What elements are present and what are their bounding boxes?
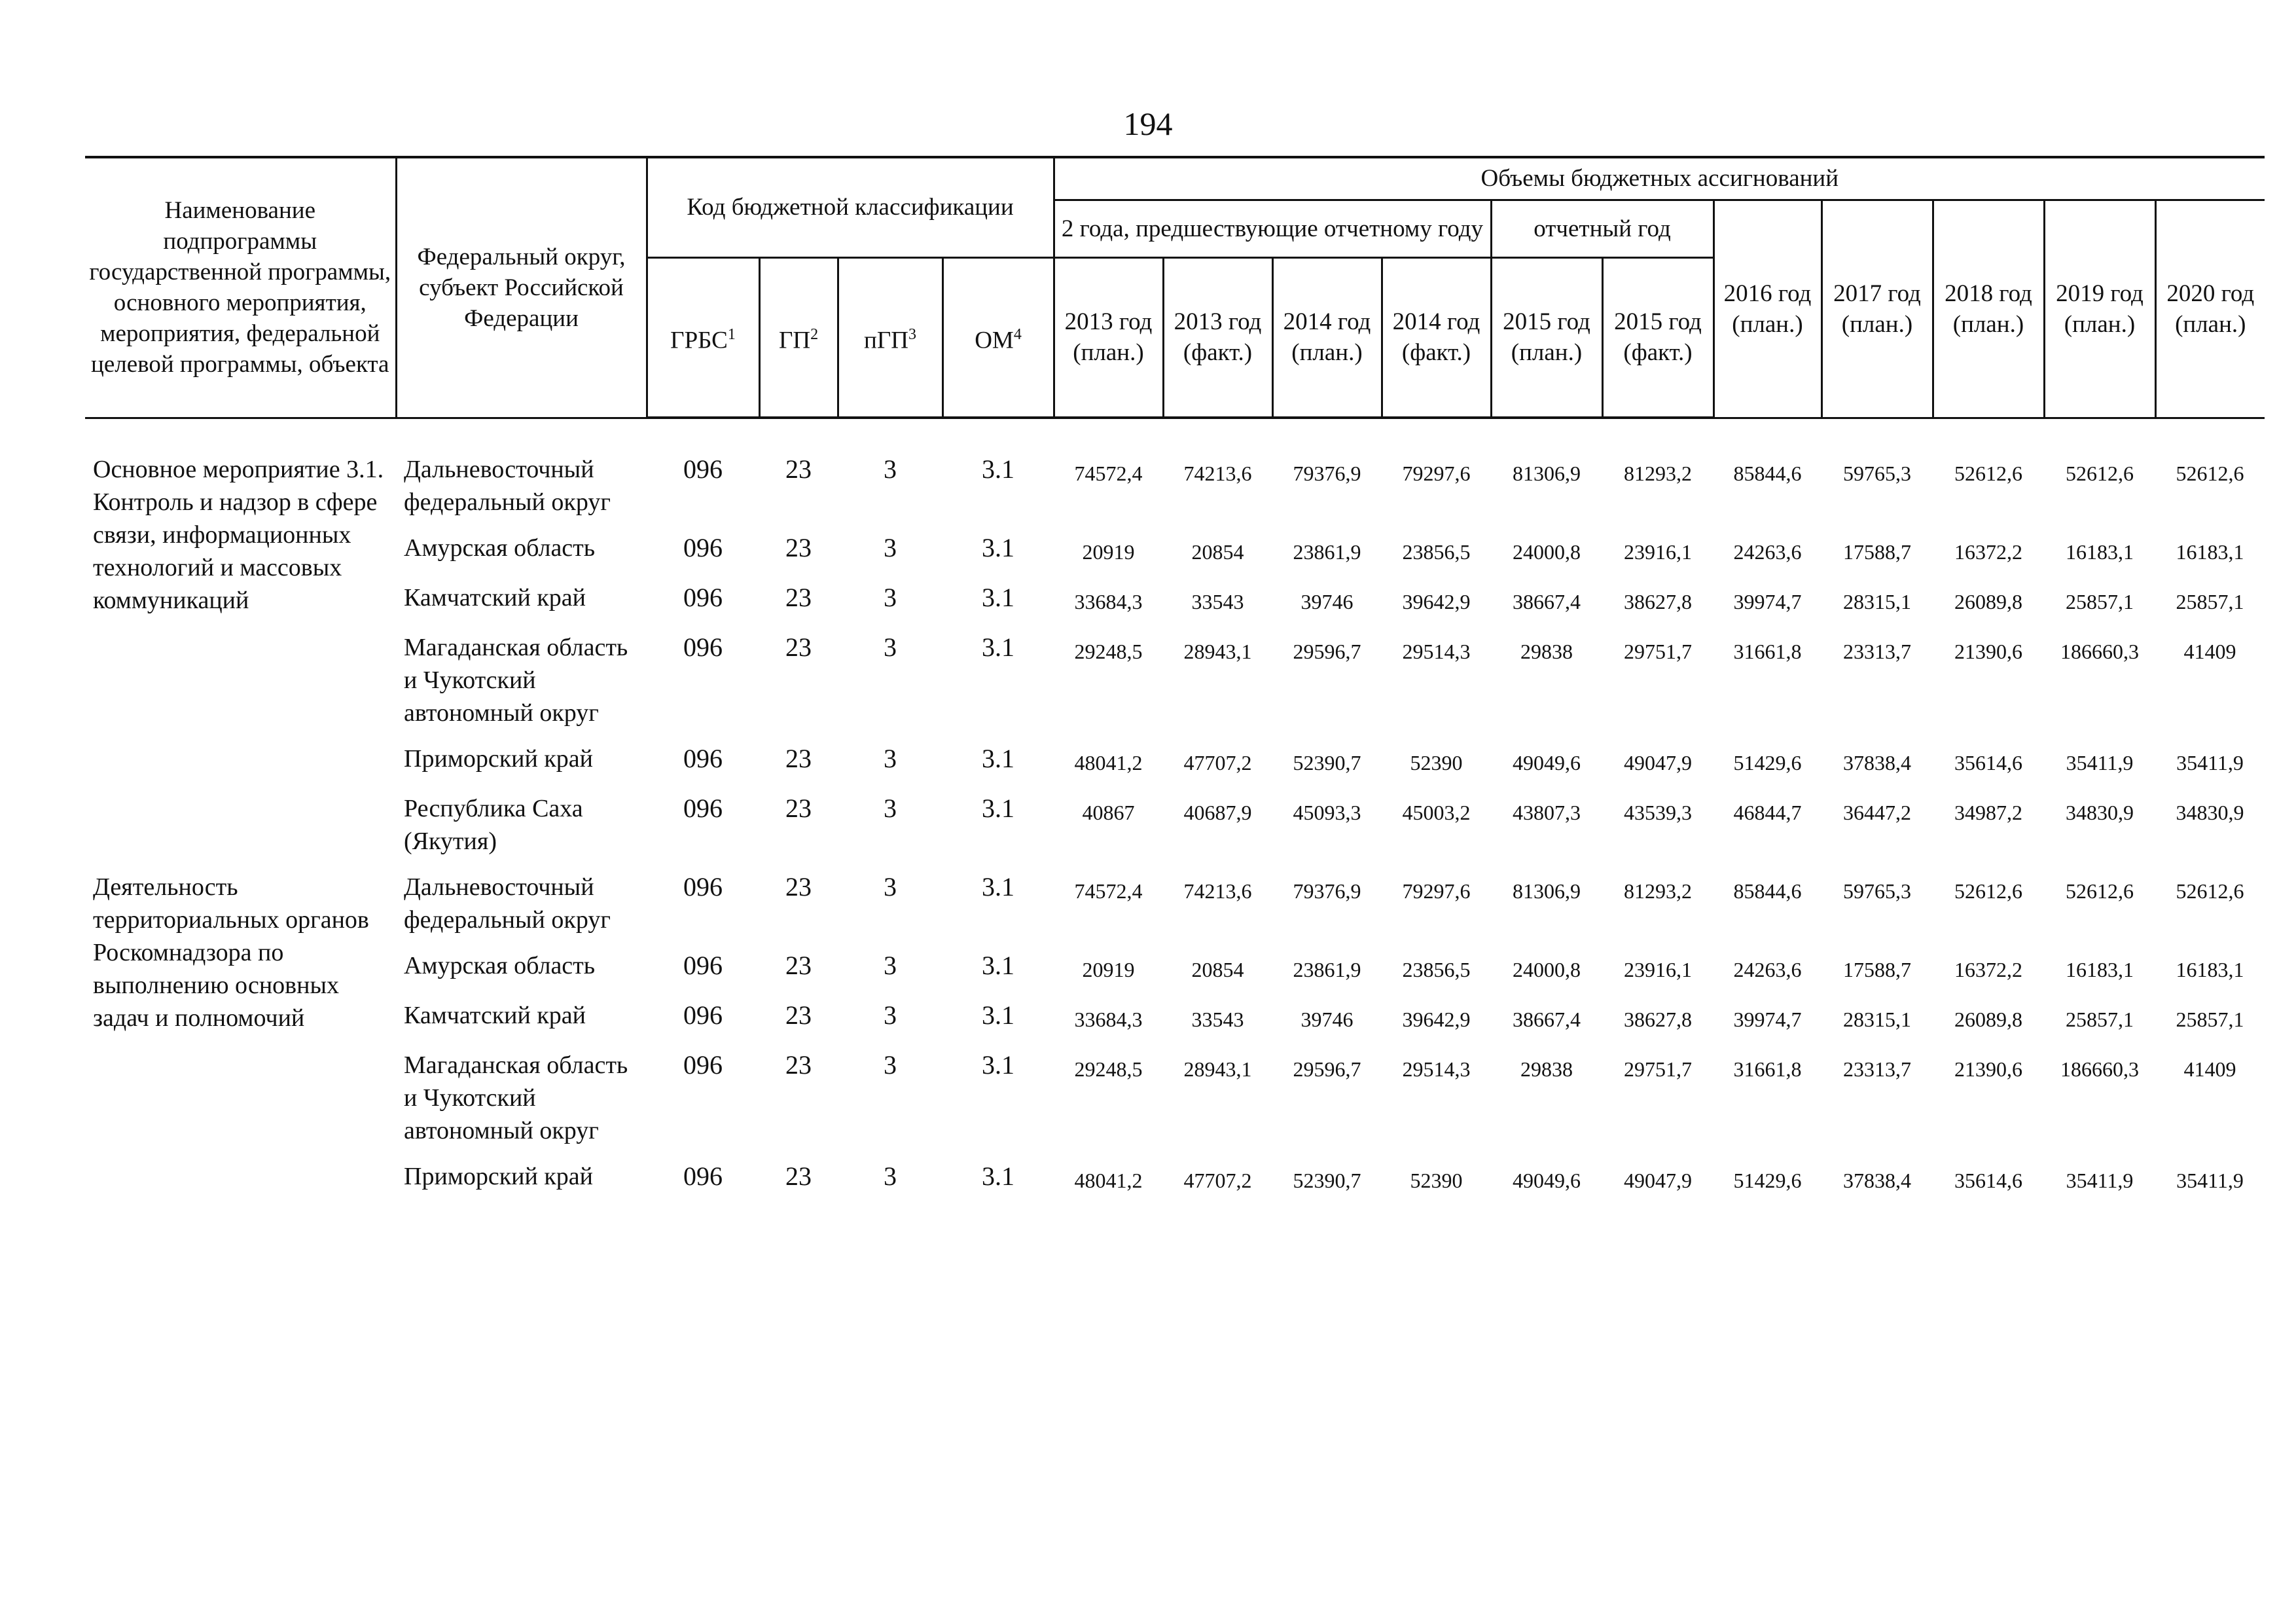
- budget-value: 45093,3: [1293, 801, 1361, 824]
- budget-value: 47707,2: [1183, 751, 1252, 775]
- code-grbs: 096: [683, 533, 723, 562]
- region-name: Камчатский край: [404, 584, 586, 611]
- budget-value: 39974,7: [1733, 590, 1802, 613]
- code-om: 3.1: [982, 583, 1014, 612]
- header-year-col: 2020 год (план.): [2155, 200, 2265, 418]
- header-year-col: 2014 год (план.): [1272, 257, 1382, 418]
- budget-value: 33684,3: [1074, 590, 1143, 613]
- budget-value: 49049,6: [1513, 751, 1581, 775]
- code-om: 3.1: [982, 1050, 1014, 1080]
- budget-value: 43807,3: [1513, 801, 1581, 824]
- budget-value: 16183,1: [2066, 958, 2134, 981]
- code-grbs: 096: [683, 793, 723, 823]
- measure-name: Основное мероприятие 3.1. Контроль и надзор в сфере связи, информационных технологий и массовых коммуникаций: [93, 456, 384, 614]
- budget-value: 85844,6: [1733, 462, 1802, 485]
- budget-value: 74572,4: [1074, 462, 1143, 485]
- budget-value: 38667,4: [1513, 1008, 1581, 1031]
- budget-value: 29751,7: [1624, 640, 1692, 663]
- code-gp: 23: [785, 1161, 812, 1191]
- budget-value: 186660,3: [2060, 640, 2139, 663]
- budget-value: 39746: [1300, 1008, 1354, 1031]
- budget-value: 35614,6: [1954, 1169, 2022, 1192]
- budget-value: 74572,4: [1074, 879, 1143, 903]
- code-pgp: 3: [884, 1050, 897, 1080]
- budget-value: 51429,6: [1733, 1169, 1802, 1192]
- budget-value: 25857,1: [2066, 590, 2134, 613]
- budget-value: 41409: [2183, 1057, 2236, 1081]
- budget-value: 35411,9: [2176, 1169, 2244, 1192]
- budget-value: 40867: [1082, 801, 1135, 824]
- budget-value: 52612,6: [1954, 462, 2022, 485]
- budget-value: 46844,7: [1733, 801, 1802, 824]
- code-grbs: 096: [683, 1000, 723, 1030]
- budget-value: 79297,6: [1402, 879, 1471, 903]
- budget-value: 29248,5: [1074, 640, 1143, 663]
- budget-value: 24263,6: [1733, 958, 1802, 981]
- budget-value: 35411,9: [2176, 751, 2244, 775]
- budget-value: 29596,7: [1293, 1057, 1361, 1081]
- budget-value: 36447,2: [1843, 801, 1911, 824]
- budget-value: 38627,8: [1624, 590, 1692, 613]
- budget-value: 25857,1: [2176, 590, 2244, 613]
- table-row: [85, 1160, 2265, 1210]
- code-om: 3.1: [982, 1000, 1014, 1030]
- budget-value: 28943,1: [1183, 640, 1252, 663]
- code-gp: 23: [785, 951, 812, 980]
- code-om: 3.1: [982, 454, 1014, 484]
- code-om: 3.1: [982, 793, 1014, 823]
- header-region-column: Федеральный округ, субъект Российской Федерации: [396, 157, 647, 418]
- budget-value: 49047,9: [1624, 751, 1692, 775]
- budget-value: 16183,1: [2176, 958, 2244, 981]
- code-om: 3.1: [982, 951, 1014, 980]
- code-gp: 23: [785, 744, 812, 773]
- code-grbs: 096: [683, 583, 723, 612]
- budget-value: 33684,3: [1074, 1008, 1143, 1031]
- header-code-group: Код бюджетной классификации: [647, 157, 1054, 257]
- header-report-year-group: отчетный год: [1491, 200, 1713, 257]
- budget-value: 74213,6: [1183, 879, 1252, 903]
- table-body: [85, 418, 2265, 1210]
- code-grbs: 096: [683, 1161, 723, 1191]
- budget-value: 38667,4: [1513, 590, 1581, 613]
- budget-value: 52390: [1410, 751, 1463, 775]
- header-year-col: 2015 год (план.): [1491, 257, 1602, 418]
- header-code-om: $ОМ^4$: [942, 257, 1054, 418]
- budget-value: 21390,6: [1954, 1057, 2022, 1081]
- budget-value: 79376,9: [1293, 462, 1361, 485]
- budget-value: 29514,3: [1402, 1057, 1471, 1081]
- region-name: Дальневосточный федеральный округ: [404, 456, 611, 516]
- budget-value: 29838: [1520, 640, 1573, 663]
- code-pgp: 3: [884, 872, 897, 902]
- budget-value: 74213,6: [1183, 462, 1252, 485]
- header-code-grbs: ГРБС$^1$: [647, 257, 759, 418]
- budget-value: 39746: [1300, 590, 1354, 613]
- code-om: 3.1: [982, 872, 1014, 902]
- budget-value: 24263,6: [1733, 540, 1802, 564]
- code-gp: 23: [785, 1050, 812, 1080]
- code-pgp: 3: [884, 744, 897, 773]
- budget-value: 31661,8: [1733, 1057, 1802, 1081]
- code-pgp: 3: [884, 583, 897, 612]
- header-prev-years-group: 2 года, предшествующие отчетному году: [1054, 200, 1491, 257]
- budget-value: 23861,9: [1293, 540, 1361, 564]
- code-grbs: 096: [683, 951, 723, 980]
- code-gp: 23: [785, 632, 812, 662]
- budget-value: 81306,9: [1513, 879, 1581, 903]
- budget-value: 48041,2: [1074, 751, 1143, 775]
- budget-value: 79297,6: [1402, 462, 1471, 485]
- budget-value: 49049,6: [1513, 1169, 1581, 1192]
- code-grbs: 096: [683, 744, 723, 773]
- header-year-col: 2016 год (план.): [1713, 200, 1821, 418]
- budget-value: 29514,3: [1402, 640, 1471, 663]
- budget-value: 25857,1: [2066, 1008, 2134, 1031]
- region-name: Приморский край: [404, 1163, 593, 1190]
- budget-value: 41409: [2183, 640, 2236, 663]
- budget-value: 35411,9: [2066, 751, 2134, 775]
- table-row: [85, 453, 2265, 532]
- budget-value: 81293,2: [1624, 462, 1692, 485]
- budget-value: 20854: [1191, 958, 1244, 981]
- header-volumes-group: Объемы бюджетных ассигнований: [1054, 157, 2265, 200]
- measure-name: Деятельность территориальных органов Роскомнадзора по выполнению основных задач и полномочий: [93, 873, 369, 1032]
- budget-value: 37838,4: [1843, 751, 1911, 775]
- budget-value: 52612,6: [2066, 462, 2134, 485]
- region-name: Дальневосточный федеральный округ: [404, 873, 611, 934]
- code-grbs: 096: [683, 632, 723, 662]
- budget-value: 52390,7: [1293, 1169, 1361, 1192]
- budget-value: 16372,2: [1954, 958, 2022, 981]
- code-om: 3.1: [982, 533, 1014, 562]
- region-name: Магаданская область и Чукотский автономный округ: [404, 634, 628, 727]
- region-name: Амурская область: [404, 534, 596, 562]
- header-year-col: 2014 год (факт.): [1382, 257, 1491, 418]
- region-name: Приморский край: [404, 745, 593, 773]
- region-name: Камчатский край: [404, 1002, 586, 1029]
- header-year-col: 2017 год (план.): [1821, 200, 1933, 418]
- table-row: [85, 631, 2265, 742]
- budget-value: 52612,6: [2176, 879, 2244, 903]
- budget-value: 29596,7: [1293, 640, 1361, 663]
- budget-value: 33543: [1191, 1008, 1244, 1031]
- budget-value: 20919: [1082, 958, 1135, 981]
- table-row: [85, 949, 2265, 999]
- budget-value: 21390,6: [1954, 640, 2022, 663]
- budget-value: 52390: [1410, 1169, 1463, 1192]
- header-year-col: 2019 год (план.): [2044, 200, 2155, 418]
- budget-value: 34830,9: [2176, 801, 2244, 824]
- budget-value: 26089,8: [1954, 590, 2022, 613]
- page-number: 194: [1123, 105, 1173, 142]
- budget-value: 45003,2: [1402, 801, 1471, 824]
- budget-value: 59765,3: [1843, 462, 1911, 485]
- budget-value: 34830,9: [2066, 801, 2134, 824]
- budget-value: 52612,6: [1954, 879, 2022, 903]
- budget-value: 47707,2: [1183, 1169, 1252, 1192]
- budget-value: 23856,5: [1402, 958, 1471, 981]
- budget-value: 26089,8: [1954, 1008, 2022, 1031]
- budget-value: 43539,3: [1624, 801, 1692, 824]
- header-year-col: 2015 год (факт.): [1602, 257, 1713, 418]
- budget-value: 186660,3: [2060, 1057, 2139, 1081]
- code-gp: 23: [785, 872, 812, 902]
- table-row: [85, 999, 2265, 1049]
- budget-value: 39974,7: [1733, 1008, 1802, 1031]
- table-header: [85, 157, 2265, 418]
- budget-value: 23916,1: [1624, 958, 1692, 981]
- budget-value: 24000,8: [1513, 958, 1581, 981]
- budget-value: 52390,7: [1293, 751, 1361, 775]
- code-grbs: 096: [683, 872, 723, 902]
- budget-value: 23313,7: [1843, 1057, 1911, 1081]
- budget-value: 16372,2: [1954, 540, 2022, 564]
- code-gp: 23: [785, 583, 812, 612]
- header-code-gp: $ГП^2$: [759, 257, 838, 418]
- code-pgp: 3: [884, 1000, 897, 1030]
- code-grbs: 096: [683, 1050, 723, 1080]
- budget-value: 35411,9: [2066, 1169, 2134, 1192]
- budget-value: 49047,9: [1624, 1169, 1692, 1192]
- header-code-pgp: пГП$^3$: [838, 257, 942, 418]
- budget-value: 39642,9: [1402, 590, 1471, 613]
- budget-value: 28943,1: [1183, 1057, 1252, 1081]
- code-gp: 23: [785, 793, 812, 823]
- code-om: 3.1: [982, 632, 1014, 662]
- budget-value: 28315,1: [1843, 590, 1911, 613]
- header-year-col: 2018 год (план.): [1933, 200, 2044, 418]
- table-row: [85, 581, 2265, 631]
- budget-value: 23861,9: [1293, 958, 1361, 981]
- budget-value: 23916,1: [1624, 540, 1692, 564]
- budget-value: 59765,3: [1843, 879, 1911, 903]
- budget-value: 81293,2: [1624, 879, 1692, 903]
- budget-value: 29751,7: [1624, 1057, 1692, 1081]
- header-name-column: Наименование подпрограммы государственной программы, основного мероприятия, мероприятия, федеральной целевой программы, объекта: [85, 157, 396, 418]
- table-row: [85, 871, 2265, 949]
- budget-value: 40687,9: [1183, 801, 1252, 824]
- code-pgp: 3: [884, 632, 897, 662]
- budget-value: 17588,7: [1843, 958, 1911, 981]
- budget-value: 37838,4: [1843, 1169, 1911, 1192]
- table-row: [85, 742, 2265, 792]
- budget-value: 16183,1: [2176, 540, 2244, 564]
- code-gp: 23: [785, 454, 812, 484]
- budget-value: 39642,9: [1402, 1008, 1471, 1031]
- region-name: Республика Саха (Якутия): [404, 795, 583, 855]
- table-row: [85, 792, 2265, 871]
- budget-value: 20854: [1191, 540, 1244, 564]
- budget-table: [85, 156, 2265, 1210]
- budget-value: 48041,2: [1074, 1169, 1143, 1192]
- table-row: [85, 532, 2265, 581]
- region-name: Магаданская область и Чукотский автономный округ: [404, 1051, 628, 1144]
- code-pgp: 3: [884, 793, 897, 823]
- code-pgp: 3: [884, 1161, 897, 1191]
- budget-value: 25857,1: [2176, 1008, 2244, 1031]
- header-year-col: 2013 год (план.): [1054, 257, 1163, 418]
- budget-value: 35614,6: [1954, 751, 2022, 775]
- budget-value: 16183,1: [2066, 540, 2134, 564]
- budget-value: 33543: [1191, 590, 1244, 613]
- budget-value: 17588,7: [1843, 540, 1911, 564]
- budget-value: 52612,6: [2176, 462, 2244, 485]
- budget-value: 79376,9: [1293, 879, 1361, 903]
- code-grbs: 096: [683, 454, 723, 484]
- budget-value: 81306,9: [1513, 462, 1581, 485]
- budget-value: 28315,1: [1843, 1008, 1911, 1031]
- budget-value: 20919: [1082, 540, 1135, 564]
- code-om: 3.1: [982, 744, 1014, 773]
- code-pgp: 3: [884, 533, 897, 562]
- header-year-col: 2013 год (факт.): [1163, 257, 1272, 418]
- budget-value: 31661,8: [1733, 640, 1802, 663]
- budget-value: 23856,5: [1402, 540, 1471, 564]
- code-pgp: 3: [884, 454, 897, 484]
- budget-value: 23313,7: [1843, 640, 1911, 663]
- code-gp: 23: [785, 533, 812, 562]
- budget-value: 52612,6: [2066, 879, 2134, 903]
- budget-value: 38627,8: [1624, 1008, 1692, 1031]
- code-pgp: 3: [884, 951, 897, 980]
- budget-value: 51429,6: [1733, 751, 1802, 775]
- code-om: 3.1: [982, 1161, 1014, 1191]
- budget-value: 29838: [1520, 1057, 1573, 1081]
- table-row: [85, 1049, 2265, 1160]
- region-name: Амурская область: [404, 952, 596, 979]
- budget-value: 85844,6: [1733, 879, 1802, 903]
- budget-value: 29248,5: [1074, 1057, 1143, 1081]
- budget-value: 34987,2: [1954, 801, 2022, 824]
- budget-value: 24000,8: [1513, 540, 1581, 564]
- code-gp: 23: [785, 1000, 812, 1030]
